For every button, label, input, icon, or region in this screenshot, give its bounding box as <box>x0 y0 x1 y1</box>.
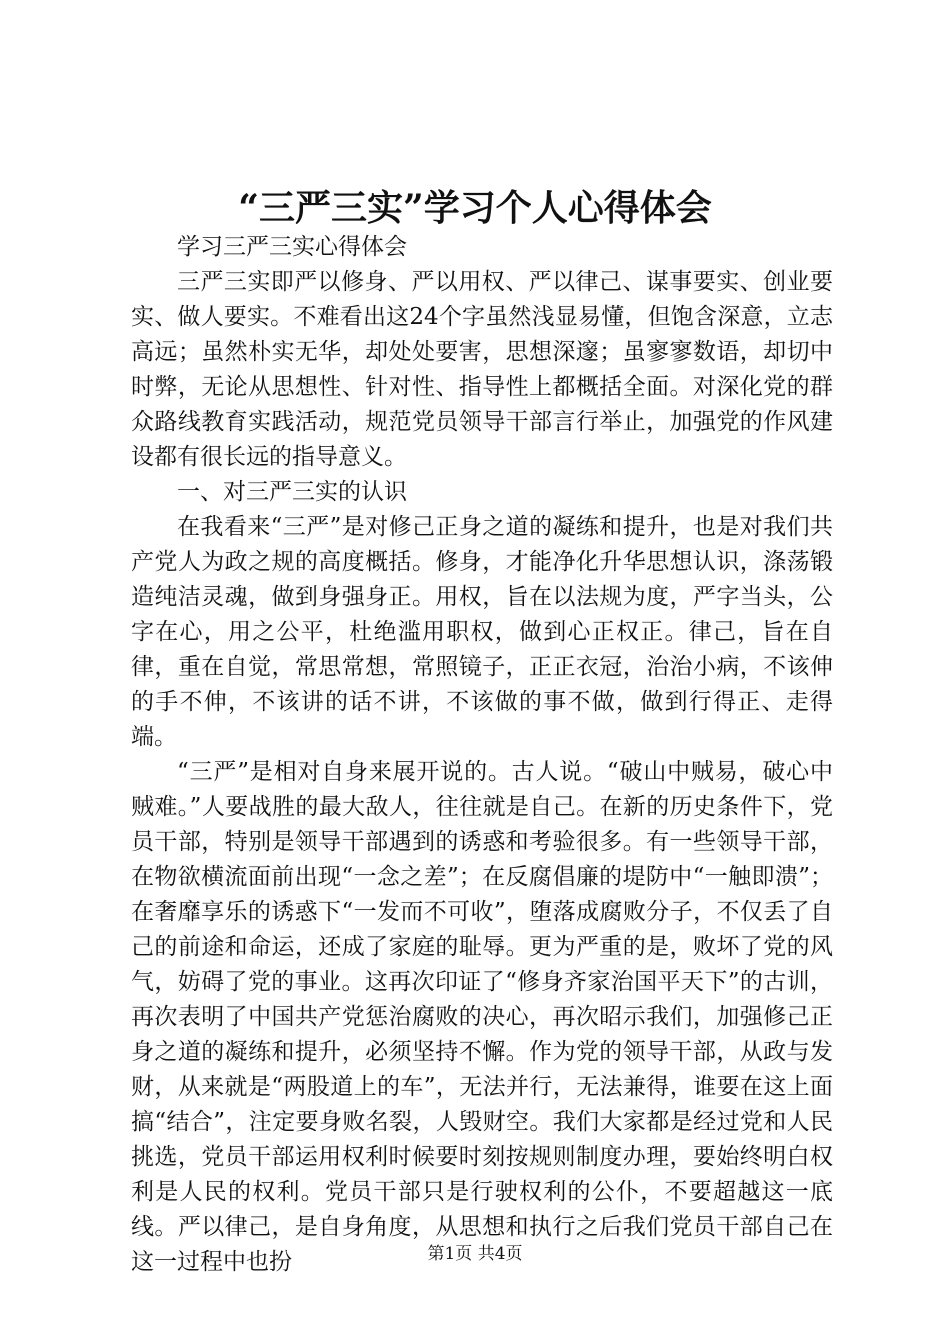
paragraph-understanding: 在我看来“三严”是对修己正身之道的凝练和提升，也是对我们共产党人为政之规的高度概括。修身，才能净化升华思想认识，涤荡锻造纯洁灵魂，做到身强身正。用权，旨在以法规为度，严字当头，公字在心，用之公平，杜绝滥用职权，做到心正权正。律己，旨在自律，重在自觉，常思常想，常照镜子，正正衣冠，治治小病，不该伸的手不伸，不该讲的话不讲，不该做的事不做，做到行得正、走得端。 <box>131 514 833 750</box>
section-heading: 一、对三严三实的认识 <box>177 479 407 505</box>
paragraph-three-strict: “三严”是相对自身来展开说的。古人说。“破山中贼易，破心中贼难。”人要战胜的最大敌人，往往就是自己。在新的历史条件下，党员干部，特别是领导干部遇到的诱惑和考验很多。有一些领导干部，在物欲横流面前出现“一念之差”；在反腐倡廉的堤防中“一触即溃”；在奢靡享乐的诱惑下“一发而不可收”，堕落成腐败分子，不仅丢了自己的前途和命运，还成了家庭的耻辱。更为严重的是，败坏了党的风气，妨碍了党的事业。这再次印证了“修身齐家治国平天下”的古训，再次表明了中国共产党惩治腐败的决心，再次昭示我们，加强修己正身之道的凝练和提升，必须坚持不懈。作为党的领导干部，从政与发财，从来就是“两股道上的车”，无法并行，无法兼得，谁要在这上面搞“结合”，注定要身败名裂，人毁财空。我们大家都是经过党和人民挑选，党员干部运用权利时候要时刻按规则制度办理，要始终明白权利是人民的权利。党员干部只是行驶权利的公仆，不要超越这一底线。严以律己，是自身角度，从思想和执行之后我们党员干部自己在这一过程中也扮 <box>131 759 833 1275</box>
page-footer: 第1页 共4页 <box>427 1244 523 1264</box>
paragraph-intro: 三严三实即严以修身、严以用权、严以律己、谋事要实、创业要实、做人要实。不难看出这24个字虽然浅显易懂，但饱含深意，立志高远；虽然朴实无华，却处处要害，思想深邃；虽寥寥数语，却切中时弊，无论从思想性、针对性、指导性上都概括全面。对深化党的群众路线教育实践活动，规范党员领导干部言行举止，加强党的作风建设都有很长远的指导意义。 <box>131 269 833 470</box>
document-body <box>131 230 833 1280</box>
document-title: “三严三实”学习个人心得体会 <box>238 187 712 229</box>
paragraph-subtitle: 学习三严三实心得体会 <box>177 234 407 260</box>
